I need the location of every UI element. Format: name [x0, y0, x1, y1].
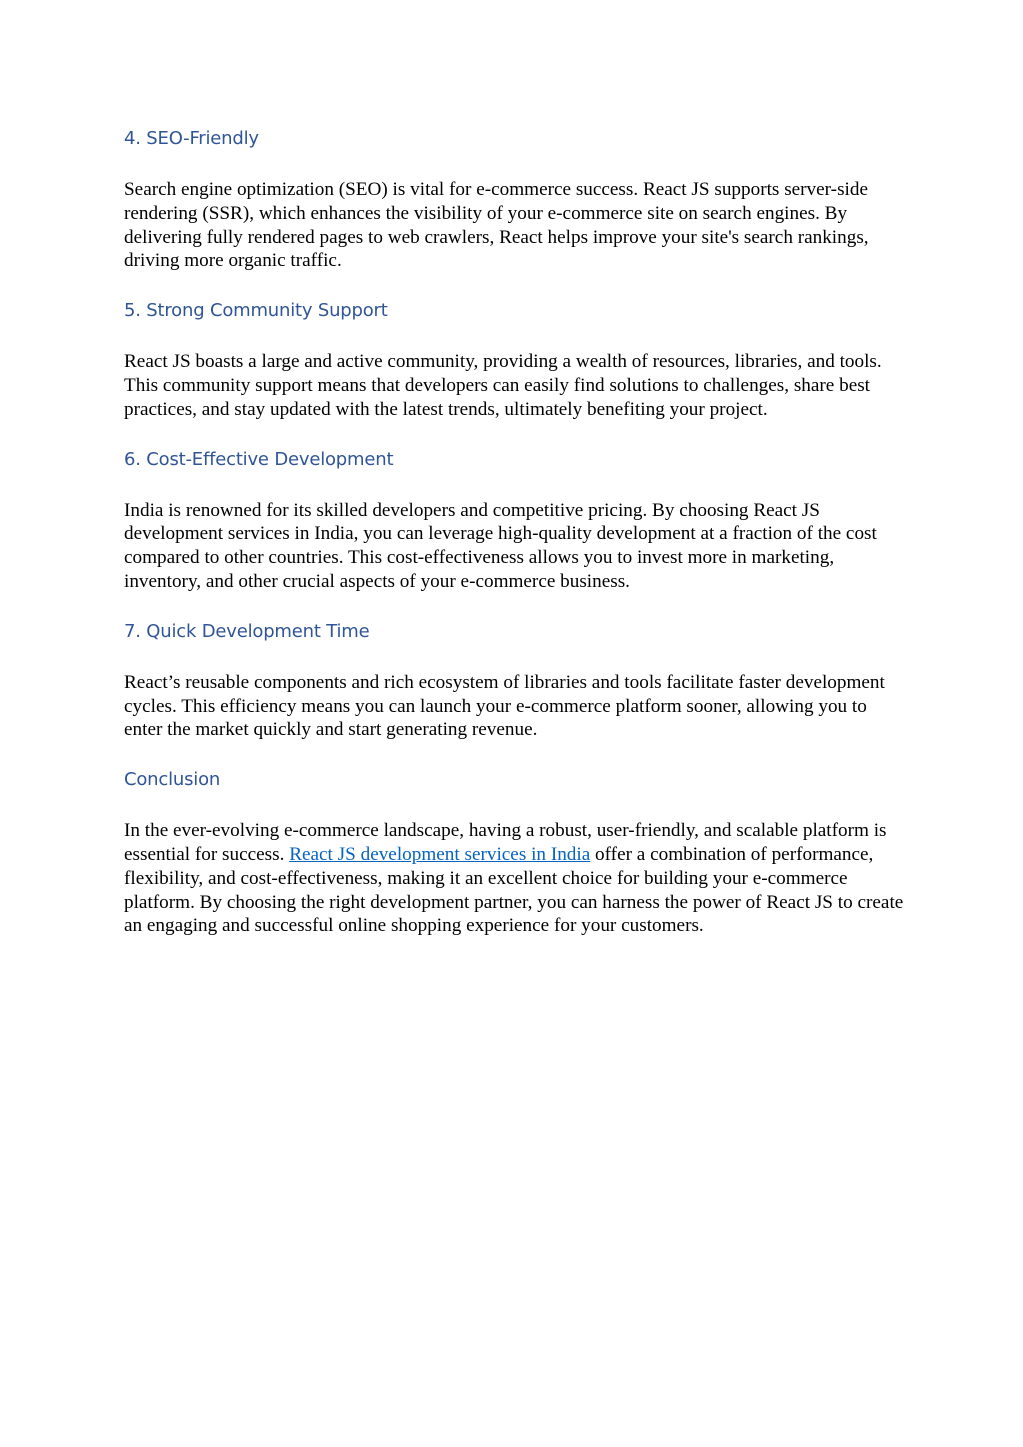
document-page — [124, 120, 904, 957]
section-paragraph-seo-friendly: Search engine optimization (SEO) is vital for e-commerce success. React JS supports server-side rendering (SSR), which enhances the visibility of your e-commerce site on search engines. By delivering fully rendered pages to web crawlers, React helps improve your site's search rankings, driving more organic traffic. — [124, 179, 869, 272]
react-js-services-link[interactable]: React JS development services in India — [289, 843, 591, 865]
conclusion-text-before: In the ever-evolving e-commerce landscape, having a robust, user-friendly, and scalable platform is essential for success. — [124, 820, 887, 865]
section-paragraph-quick-development: React’s reusable components and rich ecosystem of libraries and tools facilitate faster development cycles. This efficiency means you can launch your e-commerce platform sooner, allowing you to enter the market quickly and start generating revenue. — [124, 671, 885, 741]
section-heading-quick-development: 7. Quick Development Time — [124, 620, 370, 642]
section-paragraph-cost-effective: India is renowned for its skilled developers and competitive pricing. By choosing React JS development services in India, you can leverage high-quality development at a fraction of the cost compared to other countries. This cost-effectiveness allows you to invest more in marketing, inventory, and other crucial aspects of your e-commerce business. — [124, 499, 877, 592]
section-heading-community-support: 5. Strong Community Support — [124, 300, 388, 322]
section-heading-seo-friendly: 4. SEO-Friendly — [124, 128, 259, 149]
conclusion-paragraph — [124, 819, 904, 938]
conclusion-heading: Conclusion — [124, 769, 221, 791]
conclusion-text-after: offer a combination of performance, flexibility, and cost-effectiveness, making it an excellent choice for building your e-commerce platform. By choosing the right development partner, you can harness the power of React JS to create an engaging and successful online shopping experience for your customers. — [124, 843, 904, 937]
section-heading-cost-effective: 6. Cost-Effective Development — [124, 448, 394, 470]
section-paragraph-community-support: React JS boasts a large and active community, providing a wealth of resources, libraries, and tools. This community support means that developers can easily find solutions to challenges, share best practices, and stay updated with the latest trends, ultimately benefiting your project. — [124, 351, 882, 420]
